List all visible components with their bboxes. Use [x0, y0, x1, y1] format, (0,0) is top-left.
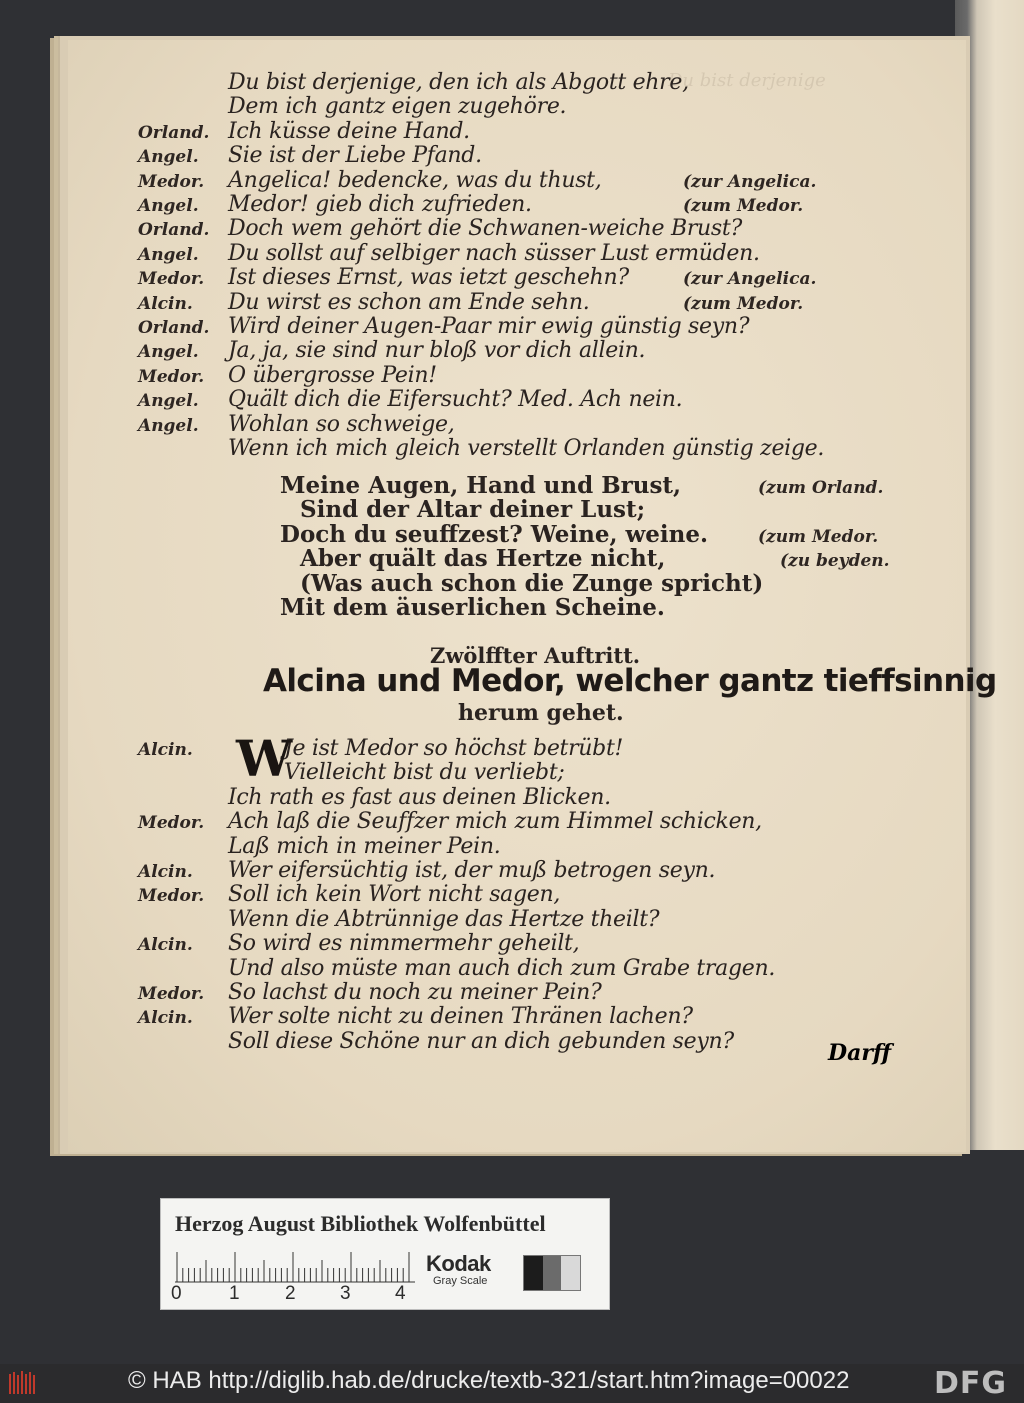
stage-direction: (zu beyden. — [780, 551, 890, 572]
verse-line: Ja, ja, sie sind nur bloß vor dich allein. — [228, 338, 646, 364]
gray-swatch — [561, 1256, 580, 1290]
verse-line: Wenn die Abtrünnige das Hertze theilt? — [228, 906, 660, 932]
hab-logo-icon — [8, 1370, 38, 1396]
speaker-label: Alcin. — [138, 935, 193, 956]
speaker-label: Medor. — [138, 366, 205, 387]
speaker-label: Orland. — [138, 318, 210, 338]
verse-line: O übergrosse Pein! — [228, 362, 437, 388]
verse-line: Dem ich gantz eigen zugehöre. — [228, 94, 567, 120]
aria-line: Sind der Altar deiner Lust; — [300, 496, 646, 524]
aria-line: (Was auch schon die Zunge spricht) — [300, 569, 764, 597]
book-page — [68, 40, 997, 1152]
stage-direction: (zur Angelica. — [683, 269, 817, 290]
speaker-label: Angel. — [138, 196, 199, 216]
verse-line: Laß mich in meiner Pein. — [228, 833, 501, 859]
verse-line: So lachst du noch zu meiner Pein? — [228, 980, 602, 1005]
aria-line: Doch du seuffzest? Weine, weine. — [280, 520, 708, 548]
aria-line: Aber quält das Hertze nicht, — [300, 545, 666, 573]
speaker-label: Alcin. — [138, 293, 193, 314]
dfg-logo: DFG — [934, 1366, 1008, 1401]
library-name: Herzog August Bibliothek Wolfenbüttel — [175, 1211, 546, 1236]
footer-bar — [0, 1364, 1024, 1403]
verse-line: Ach laß die Seuffzer mich zum Himmel schicken, — [228, 809, 762, 835]
source-credit-link[interactable]: © HAB http://diglib.hab.de/drucke/textb-321/start.htm?image=00022 — [128, 1367, 850, 1394]
scene-number: Zwölffter Auftritt. — [430, 643, 641, 668]
calibration-card — [160, 1198, 610, 1310]
speaker-label: Angel. — [138, 342, 199, 363]
speaker-label: Alcin. — [138, 740, 193, 760]
speaker-label: Alcin. — [138, 862, 193, 882]
scene-title: Alcina und Medor, welcher gantz tieffsinnig — [263, 663, 997, 699]
speaker-label: Medor. — [138, 813, 205, 834]
verse-line: Vielleicht bist du verliebt; — [284, 760, 565, 786]
gray-swatch — [524, 1256, 543, 1290]
speaker-label: Medor. — [138, 886, 205, 907]
kodak-brand: Kodak — [426, 1251, 491, 1276]
speaker-label: Angel. — [138, 391, 199, 412]
verse-line: Du sollst auf selbiger nach süsser Lust ermüden. — [228, 240, 760, 266]
speaker-label: Medor. — [138, 171, 205, 192]
verse-line: Du wirst es schon am Ende sehn. — [228, 289, 590, 315]
catchword: Darff — [828, 1040, 892, 1066]
speaker-label: Orland. — [138, 220, 210, 241]
scene-subtitle: herum gehet. — [458, 700, 624, 726]
drop-cap-initial: W — [236, 729, 293, 788]
speaker-label: Angel. — [138, 244, 199, 265]
stage-direction: (zum Medor. — [683, 196, 804, 216]
speaker-label: Medor. — [138, 269, 205, 290]
stage-direction: (zum Orland. — [758, 478, 884, 498]
page-text-area — [68, 40, 966, 1152]
ruler-number: 2 — [285, 1283, 296, 1304]
verse-line: Doch wem gehört die Schwanen-weiche Brust? — [228, 216, 742, 242]
ruler-number: 4 — [395, 1283, 406, 1304]
verse-line: So wird es nimmermehr geheilt, — [228, 931, 580, 957]
aria-line: Mit dem äuserlichen Scheine. — [280, 594, 665, 621]
speaker-label: Alcin. — [138, 1008, 193, 1029]
verse-line: Ist dieses Ernst, was ietzt geschehn? — [228, 265, 629, 291]
verse-line: Sie ist der Liebe Pfand. — [228, 143, 482, 169]
speaker-label: Orland. — [138, 122, 210, 143]
verse-line: Ich küsse deine Hand. — [228, 118, 470, 144]
gray-swatch — [543, 1256, 562, 1290]
verse-line: Soll diese Schöne nur an dich gebunden seyn? — [228, 1028, 734, 1054]
ruler-scale — [175, 1249, 415, 1283]
verse-line: Soll ich kein Wort nicht sagen, — [228, 882, 561, 908]
verse-line: Quält dich die Eifersucht? Med. Ach nein. — [228, 387, 683, 413]
verse-line: Wer eifersüchtig ist, der muß betrogen seyn. — [228, 858, 716, 883]
verse-line: Angelica! bedencke, was du thust, — [228, 167, 602, 193]
aria-line: Meine Augen, Hand und Brust, — [280, 472, 682, 499]
verse-line: Wer solte nicht zu deinen Thränen lachen? — [228, 1004, 693, 1030]
verse-line: Je ist Medor so höchst betrübt! — [284, 736, 624, 761]
speaker-label: Medor. — [138, 984, 205, 1004]
speaker-label: Angel. — [138, 147, 199, 168]
verse-line: Wohlan so schweige, — [228, 411, 455, 437]
verse-line: Wird deiner Augen-Paar mir ewig günstig seyn? — [228, 314, 750, 339]
stage-direction: (zum Medor. — [758, 526, 879, 547]
bleed-through-text: Du bist derjenige — [668, 70, 826, 91]
verse-line: Und also müste man auch dich zum Grabe tragen. — [228, 955, 776, 981]
speaker-label: Angel. — [138, 415, 199, 436]
stage-direction: (zur Angelica. — [683, 171, 817, 192]
gray-scale-label: Gray Scale — [433, 1275, 488, 1287]
stage-direction: (zum Medor. — [683, 293, 804, 314]
ruler-number: 3 — [340, 1283, 351, 1304]
verse-line: Wenn ich mich gleich verstellt Orlanden günstig zeige. — [228, 436, 825, 461]
ruler-number: 0 — [171, 1283, 182, 1304]
gray-swatches — [523, 1255, 581, 1291]
ruler-number: 1 — [229, 1283, 240, 1304]
verse-line: Medor! gieb dich zufrieden. — [228, 192, 532, 217]
verse-line: Du bist derjenige, den ich als Abgott ehre, — [228, 70, 689, 95]
verse-line: Ich rath es fast aus deinen Blicken. — [228, 784, 611, 810]
